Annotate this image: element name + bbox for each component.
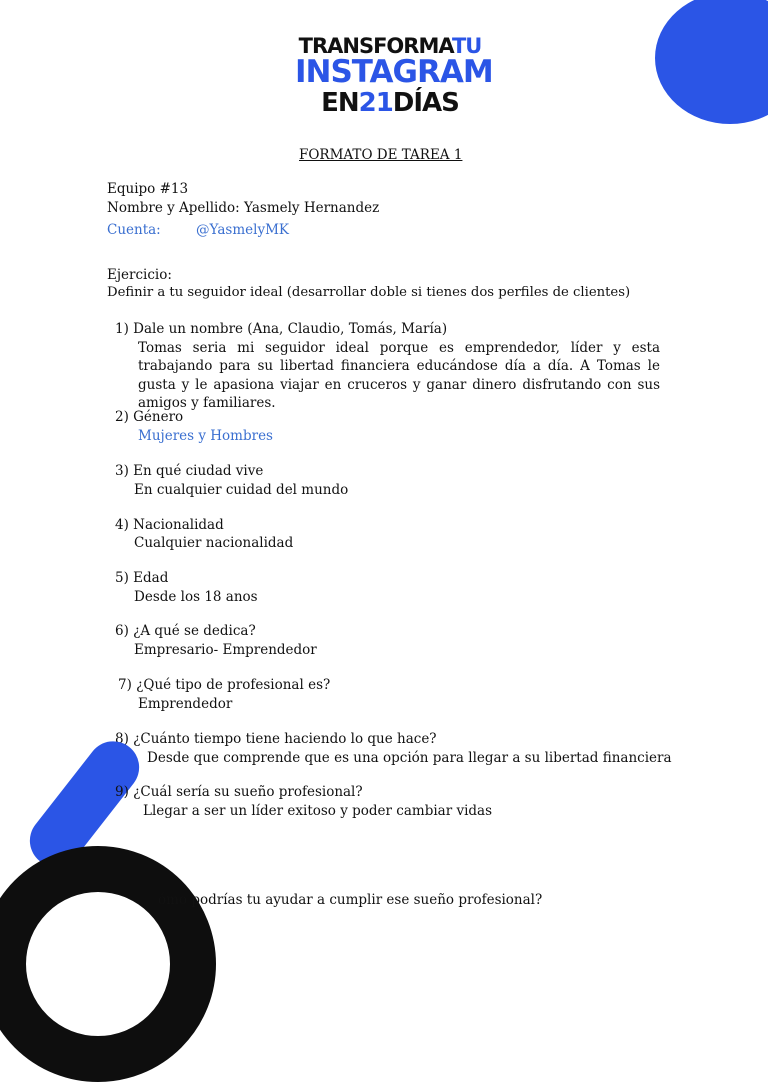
logo-line1-accent: TU — [451, 34, 482, 58]
answer-2: Mujeres y Hombres — [138, 428, 273, 444]
logo-line1-main: TRANSFORMA — [298, 34, 452, 58]
answer-6: Empresario- Emprendedor — [134, 642, 317, 658]
logo-line3-number: 21 — [358, 88, 393, 118]
question-2: 2) Género — [115, 409, 184, 425]
answer-4: Cualquier nacionalidad — [134, 535, 294, 551]
question-3: 3) En qué ciudad vive — [115, 463, 264, 479]
logo-line3-suffix: DÍAS — [392, 88, 459, 118]
logo-line2: INSTAGRAM — [295, 54, 493, 90]
document-title: FORMATO DE TAREA 1 — [299, 147, 463, 163]
question-6: 6) ¿A qué se dedica? — [115, 623, 256, 639]
question-9: 9) ¿Cuál sería su sueño profesional? — [115, 784, 363, 800]
cuenta-value: @YasmelyMK — [196, 222, 289, 238]
question-7: 7) ¿Qué tipo de profesional es? — [118, 677, 331, 693]
nombre-line: Nombre y Apellido: Yasmely Hernandez — [107, 200, 380, 216]
ejercicio-label: Ejercicio: — [107, 267, 172, 283]
answer-7: Emprendedor — [138, 696, 233, 712]
decorative-blue-circle — [655, 0, 768, 124]
answer-9: Llegar a ser un líder exitoso y poder cambiar vidas — [143, 803, 493, 819]
answer-3: En cualquier cuidad del mundo — [134, 482, 349, 498]
equipo-line: Equipo #13 — [107, 181, 189, 197]
ejercicio-text: Definir a tu seguidor ideal (desarrollar doble si tienes dos perfiles de clientes) — [107, 285, 631, 300]
question-4: 4) Nacionalidad — [115, 517, 224, 533]
logo-line3-prefix: EN — [321, 88, 359, 118]
question-10: ómo podrías tu ayudar a cumplir ese sueño profesional? — [158, 892, 543, 908]
answer-5: Desde los 18 anos — [134, 589, 258, 605]
decorative-black-ring — [0, 846, 216, 1082]
cuenta-label: Cuenta: — [107, 222, 161, 238]
transforma-tu-instagram-logo — [295, 34, 493, 118]
answer-1: Tomas seria mi seguidor ideal porque es emprendedor, líder y esta trabajando para su libertad financiera educándose día a día. A Tomas le gusta y le apasiona viajar en cruceros y ganar dinero disfrutando con sus amigos y familiares. — [138, 340, 660, 411]
question-8: 8) ¿Cuánto tiempo tiene haciendo lo que hace? — [115, 731, 437, 747]
question-5: 5) Edad — [115, 570, 169, 586]
question-1: 1) Dale un nombre (Ana, Claudio, Tomás, María) — [115, 321, 448, 337]
answer-8: Desde que comprende que es una opción para llegar a su libertad financiera — [147, 750, 672, 766]
